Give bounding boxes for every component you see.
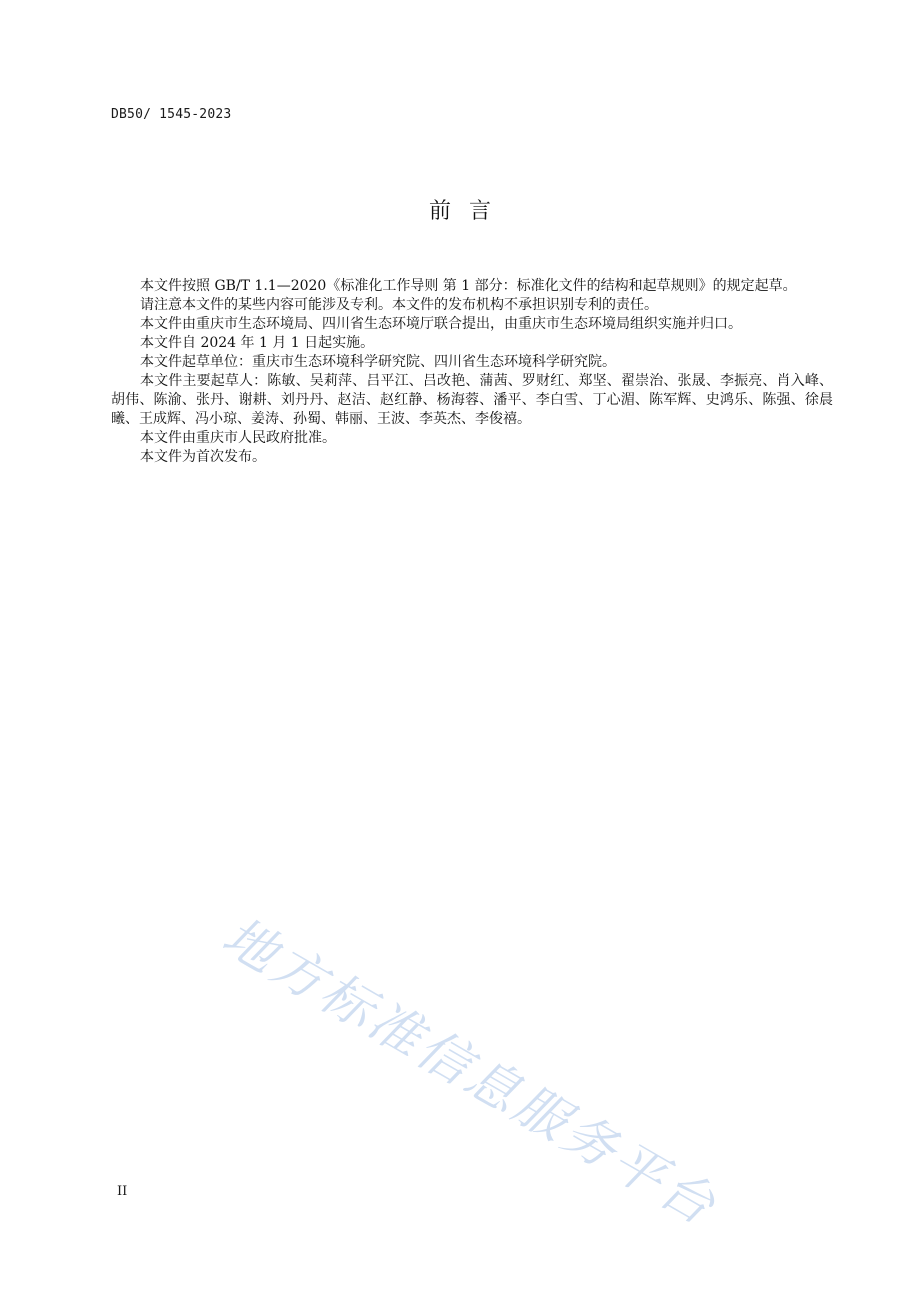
foreword-body — [111, 277, 833, 467]
paragraph-first-release: 本文件为首次发布。 — [140, 449, 266, 465]
paragraph-proposed-by: 本文件由重庆市生态环境局、四川省生态环境厅联合提出，由重庆市生态环境局组织实施并归口。 — [140, 316, 742, 332]
paragraph-drafters: 本文件主要起草人：陈敏、吴莉萍、吕平江、吕改艳、蒲茜、罗财红、郑坚、翟崇治、张晟、李振亮、肖入峰、胡伟、陈渝、张丹、谢耕、刘丹丹、赵洁、赵红静、杨海蓉、潘平、李白雪、丁心湄、陈军辉、史鸿乐、陈强、徐晨曦、王成辉、冯小琼、姜涛、孙蜀、韩丽、王波、李英杰、李俊禧。 — [111, 373, 833, 427]
paragraph-drafting-rules: 本文件按照 GB/T 1.1—2020《标准化工作导则 第 1 部分：标准化文件的结构和起草规则》的规定起草。 — [140, 278, 797, 294]
paragraph-effective-date: 本文件自 2024 年 1 月 1 日起实施。 — [140, 335, 375, 351]
document-code: DB50/ 1545-2023 — [111, 107, 232, 122]
page-title: 前言 — [428, 199, 509, 224]
paragraph-drafting-units: 本文件起草单位：重庆市生态环境科学研究院、四川省生态环境科学研究院。 — [140, 354, 616, 370]
paragraph-approved-by: 本文件由重庆市人民政府批准。 — [140, 430, 336, 446]
watermark-text: 地方标准信息服务平台 — [212, 906, 728, 1239]
page-number: II — [117, 1184, 128, 1199]
paragraph-patent-notice: 请注意本文件的某些内容可能涉及专利。本文件的发布机构不承担识别专利的责任。 — [140, 297, 658, 313]
